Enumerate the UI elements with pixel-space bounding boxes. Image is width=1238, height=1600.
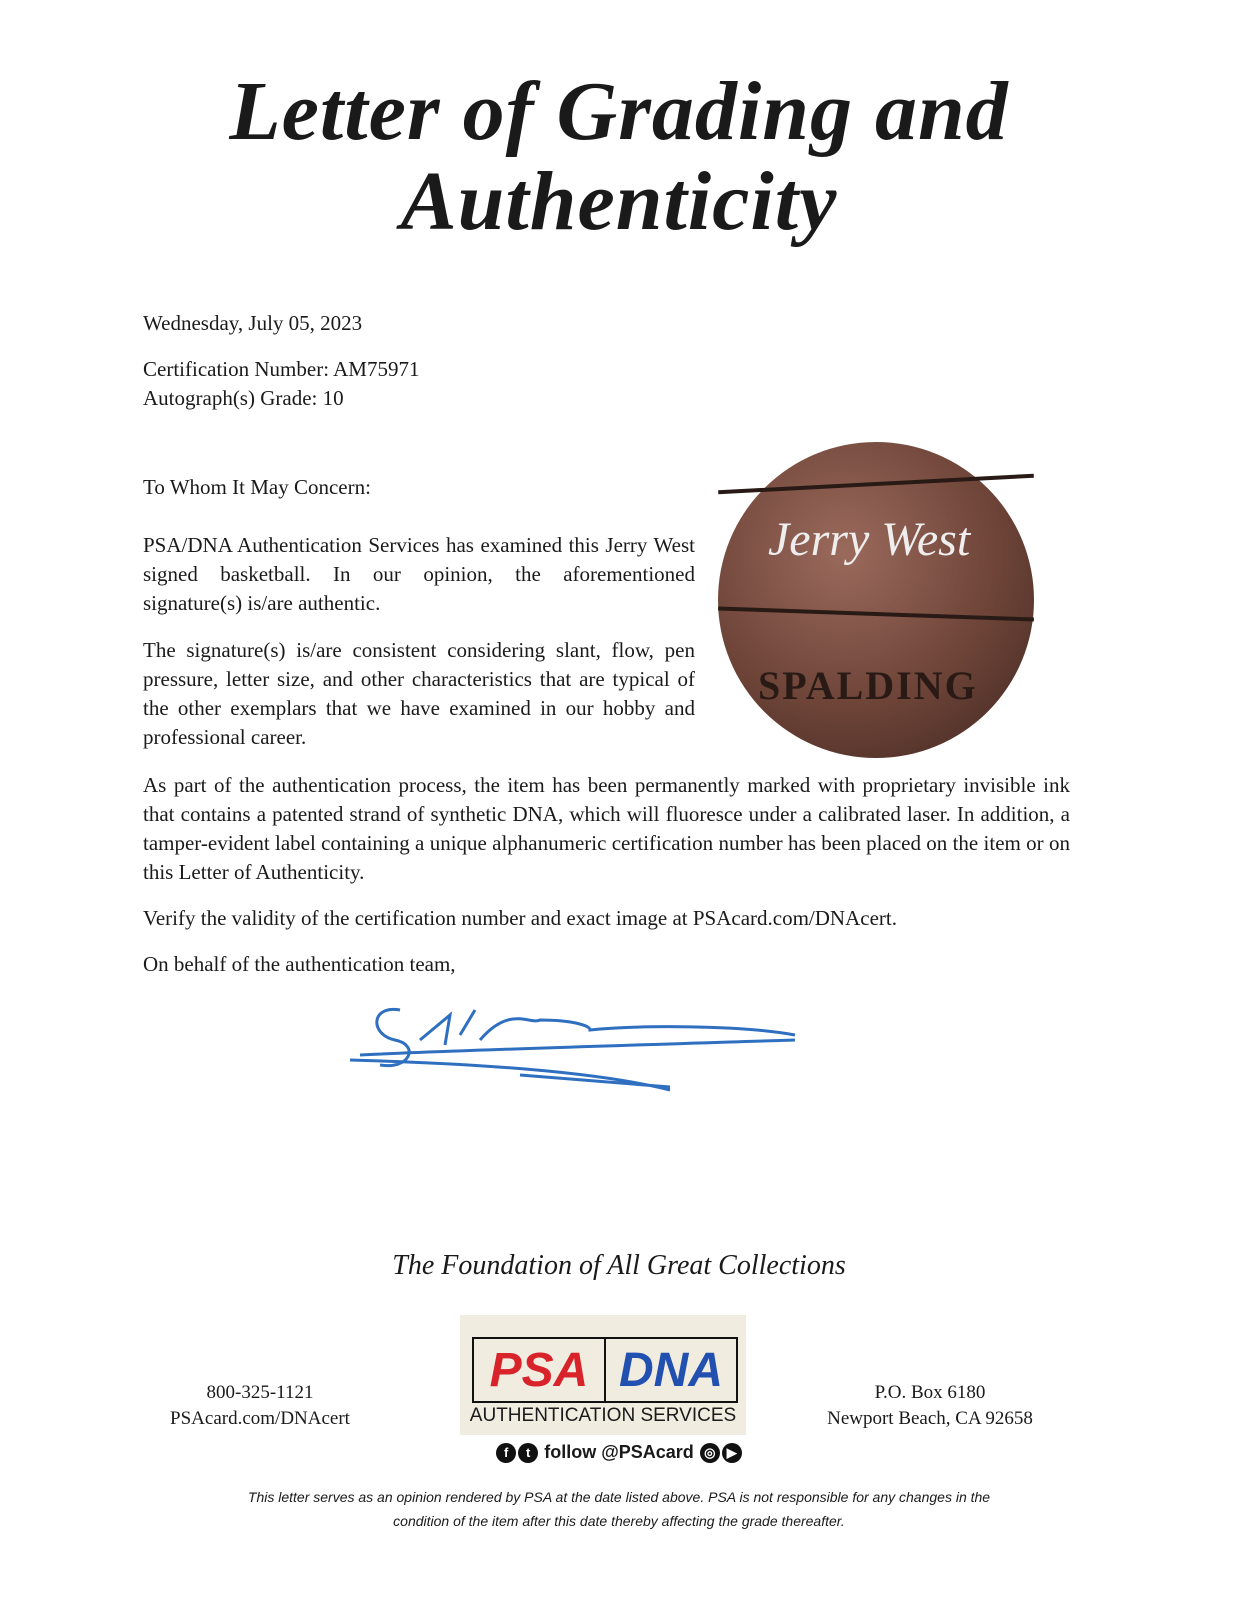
- letter-date: Wednesday, July 05, 2023: [143, 311, 363, 335]
- disclaimer: [0, 1485, 1238, 1533]
- twitter-icon: t: [518, 1443, 538, 1463]
- po-box: P.O. Box 6180: [874, 1382, 986, 1403]
- paragraph-closing: On behalf of the authentication team,: [143, 952, 456, 976]
- paragraph-examined: PSA/DNA Authentication Services has examined this Jerry West signed basketball. In our opinion, the aforementioned signature(s) is/are authentic.: [143, 533, 695, 615]
- contact-left: [150, 1380, 370, 1432]
- disclaimer-line1: This letter serves as an opinion rendered by PSA at the date listed above. PSA is not responsible for any changes in the: [247, 1489, 991, 1505]
- social-follow: [0, 1442, 1238, 1463]
- autograph-grade: Autograph(s) Grade: 10: [143, 386, 344, 410]
- psa-dna-logo: [460, 1315, 746, 1435]
- salutation: To Whom It May Concern:: [143, 475, 371, 499]
- facebook-icon: f: [496, 1443, 516, 1463]
- certification-number: Certification Number: AM75971: [143, 357, 420, 381]
- ball-brand: SPALDING: [758, 663, 978, 708]
- follow-handle: follow @PSAcard: [544, 1442, 694, 1462]
- tagline: The Foundation of All Great Collections: [392, 1250, 846, 1281]
- paragraph-process: As part of the authentication process, the item has been permanently marked with proprietary invisible ink that contains a patented strand of synthetic DNA, which will fluoresce under a calibrated laser. In addition, a tamper-evident label containing a unique alphanumeric certification number has been placed on the item or on this Letter of Authenticity.: [143, 773, 1070, 884]
- signed-basketball-image: [718, 442, 1034, 758]
- instagram-icon: ◎: [700, 1443, 720, 1463]
- paragraph-consistency: The signature(s) is/are consistent considering slant, flow, pen pressure, letter size, and other characteristics that are typical of the other exemplars that we have examined in our hobby and professional career.: [143, 638, 695, 749]
- authenticator-signature: [340, 995, 810, 1095]
- disclaimer-line2: condition of the item after this date thereby affecting the grade thereafter.: [393, 1513, 845, 1529]
- youtube-icon: ▶: [722, 1443, 742, 1463]
- city-address: Newport Beach, CA 92658: [827, 1408, 1033, 1429]
- logo-psa: PSA: [474, 1339, 606, 1401]
- paragraph-verify: Verify the validity of the certification number and exact image at PSAcard.com/DNAcert.: [143, 906, 897, 930]
- phone-number: 800-325-1121: [206, 1382, 314, 1403]
- logo-services: AUTHENTICATION SERVICES: [469, 1405, 737, 1426]
- website: PSAcard.com/DNAcert: [170, 1408, 350, 1429]
- logo-dna: DNA: [619, 1343, 723, 1397]
- letter-title-line2: Authenticity: [400, 155, 838, 248]
- contact-right: [810, 1380, 1050, 1432]
- ball-autograph: Jerry West: [768, 513, 971, 566]
- letter-title-line1: Letter of Grading and: [229, 65, 1009, 158]
